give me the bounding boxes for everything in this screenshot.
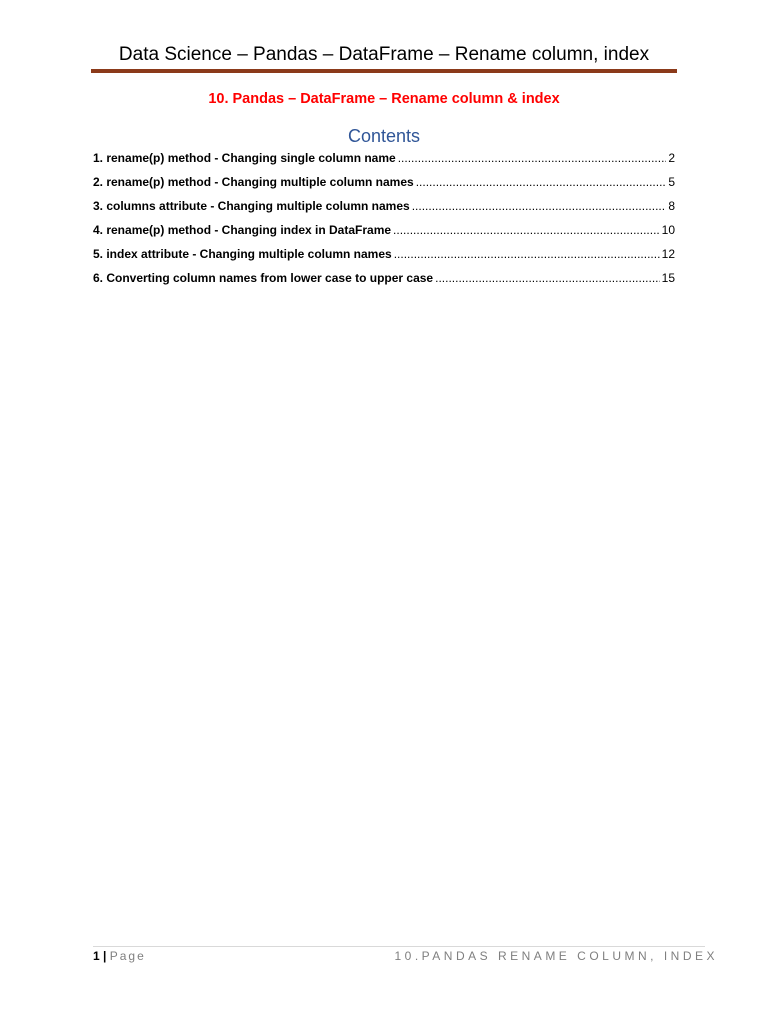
toc-entry-1[interactable] [93,148,675,172]
toc-entry-page: 2 [668,151,675,165]
toc-entry-label: 1. rename(p) method - Changing single column name [93,151,396,165]
toc-entry-2[interactable] [93,172,675,196]
toc-entry-label: 5. index attribute - Changing multiple column names [93,247,392,261]
toc-entry-3[interactable] [93,196,675,220]
toc-entry-5[interactable] [93,244,675,268]
header-rule [91,69,677,73]
toc-entry-page: 15 [661,271,675,285]
contents-heading: Contents [347,126,421,146]
toc-leader-dots [416,172,667,192]
toc-leader-dots [435,268,660,288]
toc-entry-page: 12 [661,247,675,261]
toc-leader-dots [398,148,667,168]
toc-entry-6[interactable] [93,268,675,292]
footer-separator: | [103,949,107,963]
toc-leader-dots [393,220,660,240]
footer-page-word: Page [109,949,146,963]
toc-entry-4[interactable] [93,220,675,244]
table-of-contents [93,148,675,292]
toc-entry-page: 10 [661,223,675,237]
footer-document-name: 10.PANDAS RENAME COLUMN, INDEX [394,949,718,963]
toc-entry-label: 3. columns attribute - Changing multiple column names [93,199,410,213]
toc-entry-label: 2. rename(p) method - Changing multiple column names [93,175,414,189]
toc-leader-dots [394,244,660,264]
header-title: Data Science – Pandas – DataFrame – Rename column, index [118,44,650,65]
toc-entry-label: 4. rename(p) method - Changing index in DataFrame [93,223,392,237]
toc-entry-label: 6. Converting column names from lower case to upper case [93,271,434,285]
footer-page-indicator [93,948,146,964]
document-title: 10. Pandas – DataFrame – Rename column & index [208,91,560,107]
toc-leader-dots [412,196,667,216]
footer-rule [93,946,705,947]
toc-entry-page: 5 [668,175,675,189]
toc-entry-page: 8 [668,199,675,213]
footer-page-number: 1 [93,949,100,963]
